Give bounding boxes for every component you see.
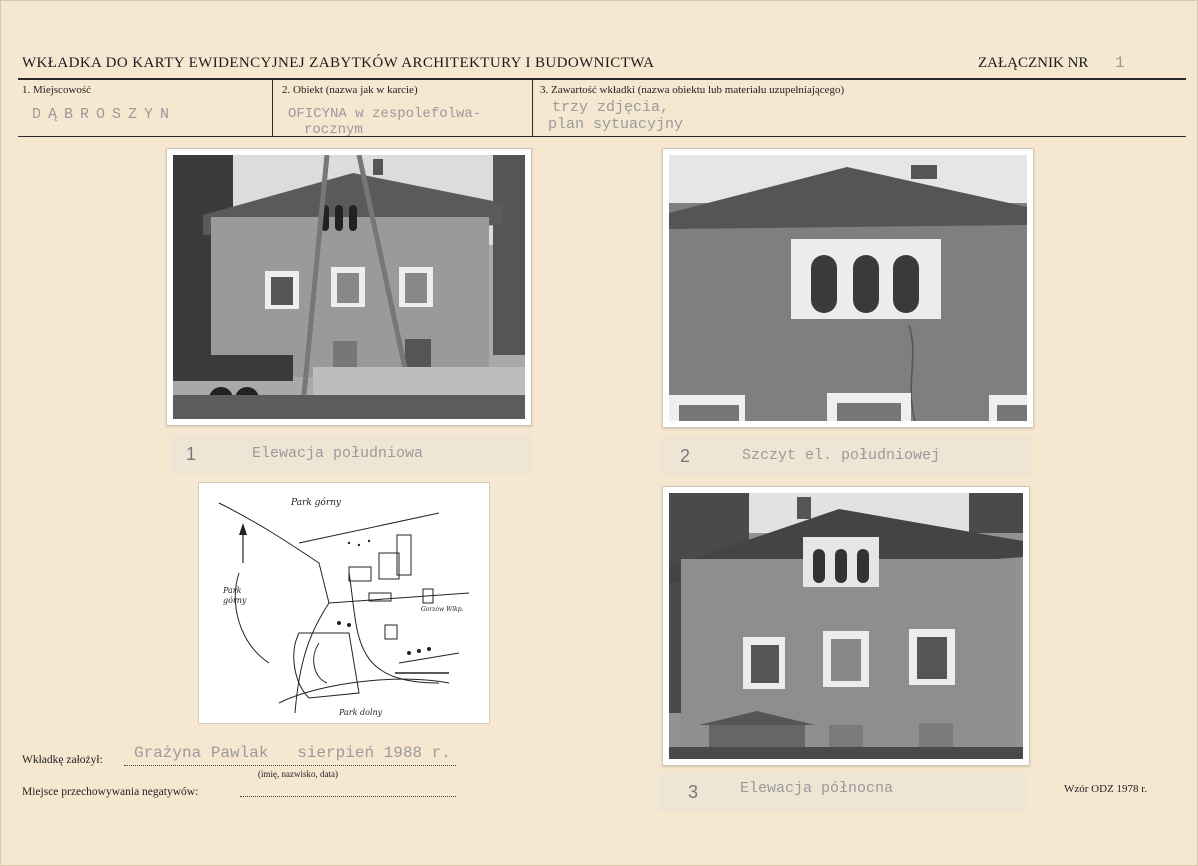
created-by-value: Grażyna Pawlak sierpień 1988 r. [134,744,451,762]
photo-2-number: 2 [680,446,691,466]
field-divider-1 [272,80,273,136]
photo-1-south-elevation [166,148,532,426]
photo-2-caption-text: Szczyt el. południowej [742,447,941,464]
object-label: 2. Obiekt (nazwa jak w karcie) [282,84,418,96]
created-by-dotted-line [124,765,456,766]
content-value-line2: plan sytuacyjny [548,116,684,133]
map-label-park-bottom: Park dolny [339,708,383,717]
content-value-line1: trzy zdjęcia, [552,99,670,116]
photo-3-caption [658,772,1026,812]
map-label-road: Gorzów Wlkp. [421,606,464,613]
field-divider-2 [532,80,533,136]
created-by-label: Wkładkę założył: [22,754,103,766]
photo-1-caption [170,434,532,474]
map-label-park-top: Park górny [291,498,341,508]
photo-3-number: 3 [688,782,699,802]
photo-3-image [669,493,1023,759]
photo-3-caption-text: Elewacja północna [740,780,894,797]
annex-label: ZAŁĄCZNIK NR [978,55,1089,71]
object-value-line1: OFICYNA w zespolefolwa- [288,106,482,122]
object-value-line2: rocznym [304,122,363,136]
photo-1-image [173,155,525,419]
map-label-park-left-2: górny [223,596,247,605]
header-rule-top [18,78,1186,80]
photo-1-number: 1 [186,444,197,464]
created-by-hint: (imię, nazwisko, data) [258,769,338,779]
header-rule-bottom [18,136,1186,137]
site-plan-drawing [199,483,489,723]
photo-2-caption [660,436,1032,476]
photo-2-south-gable [662,148,1034,428]
photo-3-north-elevation [662,486,1030,766]
site-plan-map [198,482,490,724]
negatives-location-label: Miejsce przechowywania negatywów: [22,786,199,798]
photo-2-image [669,155,1027,421]
form-title: WKŁADKA DO KARTY EWIDENCYJNEJ ZABYTKÓW ARCHITEKTURY I BUDOWNICTWA [22,55,655,71]
negatives-location-dotted-line [240,796,456,797]
content-label: 3. Zawartość wkładki (nazwa obiektu lub materiału uzupełniającego) [540,84,845,96]
photo-1-caption-text: Elewacja południowa [252,445,424,462]
locality-label: 1. Miejscowość [22,84,92,96]
annex-number: 1 [1115,54,1125,72]
locality-value: DĄBROSZYN [32,106,177,123]
form-pattern-code: Wzór ODZ 1978 r. [1064,783,1148,795]
map-label-park-left-1: Park [223,586,242,595]
